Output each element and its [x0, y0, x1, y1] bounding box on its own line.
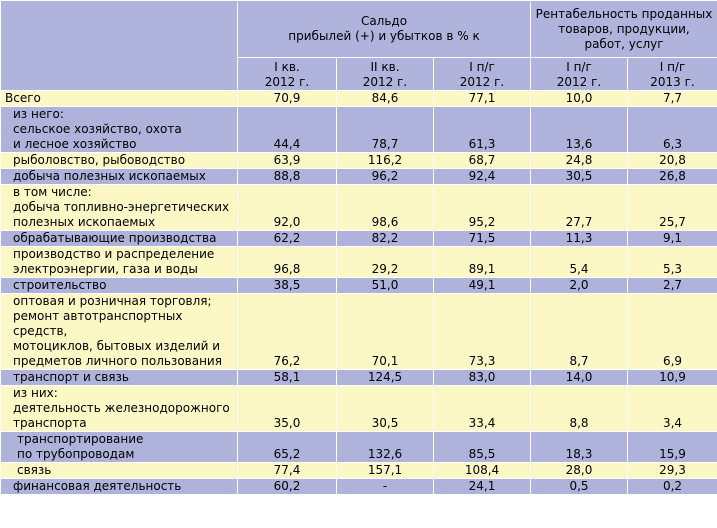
table-row [1, 432, 717, 463]
table-row [1, 107, 717, 153]
row-value [238, 294, 337, 370]
row-value [337, 294, 434, 370]
row-value [531, 370, 628, 386]
row-value [434, 294, 531, 370]
row-value [531, 463, 628, 479]
cell-value: 25,7 [659, 215, 686, 229]
cell-value: 82,2 [371, 231, 399, 245]
row-value [628, 278, 717, 294]
header-label-blank [1, 1, 238, 91]
cell-value: 2,0 [569, 278, 589, 292]
row-value [238, 370, 337, 386]
cell-value: 8,8 [569, 416, 589, 430]
row-label: финансовая деятельность [1, 479, 238, 495]
cell-value: 5,3 [662, 262, 683, 276]
cell-value: 0,2 [662, 479, 683, 493]
cell-value: 85,5 [468, 447, 496, 461]
cell-value: 49,1 [468, 278, 496, 292]
row-value [337, 463, 434, 479]
row-value [238, 185, 337, 231]
cell-value: 14,0 [565, 370, 593, 384]
cell-value: 108,4 [464, 463, 500, 477]
cell-value: 132,6 [367, 447, 403, 461]
row-value [531, 91, 628, 107]
cell-value: 11,3 [565, 231, 593, 245]
cell-value: 10,9 [659, 370, 686, 384]
row-value [238, 479, 337, 495]
cell-value: 6,3 [662, 137, 683, 151]
cell-value: 38,5 [273, 278, 301, 292]
row-value [434, 463, 531, 479]
cell-value: 96,8 [273, 262, 301, 276]
cell-value: 71,5 [468, 231, 496, 245]
row-value [238, 432, 337, 463]
cell-value: 92,0 [273, 215, 301, 229]
cell-value: 6,9 [662, 354, 683, 368]
row-value [337, 185, 434, 231]
cell-value: 33,4 [468, 416, 496, 430]
cell-value: 2,7 [662, 278, 683, 292]
header-group-saldo: Сальдо прибылей (+) и убытков в % к [238, 1, 531, 58]
cell-value: 76,2 [273, 354, 301, 368]
row-value [628, 169, 717, 185]
row-value [628, 386, 717, 432]
cell-value: 73,3 [468, 354, 496, 368]
cell-value: 65,2 [273, 447, 301, 461]
row-value [531, 432, 628, 463]
row-value [434, 247, 531, 278]
cell-value: 70,9 [273, 91, 301, 105]
cell-value: 96,2 [371, 169, 399, 183]
cell-value: 68,7 [468, 153, 496, 167]
row-label: в том числе: добыча топливно-энергетических полезных ископаемых [1, 185, 238, 231]
row-value [531, 386, 628, 432]
header-col-q1-2012: I кв. 2012 г. [238, 58, 337, 91]
table-row [1, 294, 717, 370]
row-value [434, 231, 531, 247]
cell-value: 18,3 [565, 447, 593, 461]
cell-value: 24,8 [565, 153, 593, 167]
cell-value: 58,1 [273, 370, 301, 384]
row-label: производство и распределение электроэнергии, газа и воды [1, 247, 238, 278]
row-label: рыболовство, рыбоводство [1, 153, 238, 169]
row-value [434, 479, 531, 495]
table-row [1, 169, 717, 185]
table-row [1, 386, 717, 432]
row-value [337, 153, 434, 169]
row-value [434, 432, 531, 463]
cell-value: 63,9 [273, 153, 301, 167]
cell-value: - [382, 479, 388, 493]
row-value [628, 294, 717, 370]
row-label: Всего [1, 91, 238, 107]
row-label: транспортирование по трубопроводам [1, 432, 238, 463]
row-value [434, 153, 531, 169]
row-value [337, 479, 434, 495]
row-value [337, 386, 434, 432]
row-value [531, 107, 628, 153]
cell-value: 61,3 [468, 137, 496, 151]
row-value [628, 153, 717, 169]
cell-value: 89,1 [468, 262, 496, 276]
row-value [531, 153, 628, 169]
row-label: добыча полезных ископаемых [1, 169, 238, 185]
table-row [1, 370, 717, 386]
cell-value: 77,1 [468, 91, 496, 105]
row-label: обрабатывающие производства [1, 231, 238, 247]
cell-value: 44,4 [273, 137, 301, 151]
cell-value: 9,1 [662, 231, 683, 245]
row-value [628, 463, 717, 479]
table-row [1, 231, 717, 247]
row-value [434, 169, 531, 185]
row-value [434, 386, 531, 432]
row-value [337, 107, 434, 153]
row-value [628, 91, 717, 107]
row-value [434, 278, 531, 294]
row-value [628, 247, 717, 278]
row-value [337, 432, 434, 463]
header-col-h1-2012-profit: I п/г 2012 г. [531, 58, 628, 91]
row-value [628, 432, 717, 463]
row-value [238, 278, 337, 294]
cell-value: 7,7 [662, 91, 683, 105]
row-value [531, 185, 628, 231]
row-value [337, 247, 434, 278]
table-row [1, 278, 717, 294]
cell-value: 92,4 [468, 169, 496, 183]
table-row [1, 247, 717, 278]
row-value [628, 370, 717, 386]
cell-value: 27,7 [565, 215, 593, 229]
row-value [531, 247, 628, 278]
header-group-profitability: Рентабельность проданных товаров, продукции, работ, услуг [531, 1, 717, 58]
cell-value: 10,0 [565, 91, 593, 105]
row-value [337, 370, 434, 386]
row-label: из них: деятельность железнодорожного транспорта [1, 386, 238, 432]
cell-value: 124,5 [367, 370, 403, 384]
row-value [434, 185, 531, 231]
row-value [337, 91, 434, 107]
table-row [1, 479, 717, 495]
cell-value: 0,5 [569, 479, 589, 493]
cell-value: 28,0 [565, 463, 593, 477]
row-value [531, 278, 628, 294]
row-label: оптовая и розничная торговля; ремонт автотранспортных средств, мотоциклов, бытовых изделий и предметов личного пользования [1, 294, 238, 370]
row-value [531, 479, 628, 495]
cell-value: 29,3 [659, 463, 686, 477]
cell-value: 77,4 [273, 463, 301, 477]
row-value [337, 169, 434, 185]
row-value [531, 294, 628, 370]
cell-value: 51,0 [371, 278, 399, 292]
table-row [1, 463, 717, 479]
row-value [628, 185, 717, 231]
row-value [238, 247, 337, 278]
row-value [238, 107, 337, 153]
cell-value: 30,5 [565, 169, 593, 183]
cell-value: 157,1 [367, 463, 403, 477]
row-label: связь [1, 463, 238, 479]
cell-value: 3,4 [662, 416, 683, 430]
cell-value: 30,5 [371, 416, 399, 430]
cell-value: 70,1 [371, 354, 399, 368]
row-value [238, 386, 337, 432]
row-label: транспорт и связь [1, 370, 238, 386]
row-value [434, 107, 531, 153]
cell-value: 60,2 [273, 479, 301, 493]
cell-value: 26,8 [659, 169, 686, 183]
row-label: из него: сельское хозяйство, охота и лесное хозяйство [1, 107, 238, 153]
cell-value: 88,8 [273, 169, 301, 183]
cell-value: 5,4 [569, 262, 589, 276]
cell-value: 83,0 [468, 370, 496, 384]
row-value [238, 153, 337, 169]
table-row [1, 153, 717, 169]
row-value [238, 91, 337, 107]
table-row [1, 91, 717, 107]
cell-value: 8,7 [569, 354, 589, 368]
row-value [434, 91, 531, 107]
row-value [337, 231, 434, 247]
cell-value: 15,9 [659, 447, 686, 461]
row-value [337, 278, 434, 294]
row-value [628, 479, 717, 495]
row-label: строительство [1, 278, 238, 294]
header-col-h1-2013-profit: I п/г 2013 г. [628, 58, 717, 91]
cell-value: 13,6 [565, 137, 593, 151]
table-row [1, 185, 717, 231]
row-value [531, 169, 628, 185]
cell-value: 35,0 [273, 416, 301, 430]
cell-value: 84,6 [371, 91, 399, 105]
row-value [238, 463, 337, 479]
cell-value: 98,6 [371, 215, 399, 229]
cell-value: 78,7 [371, 137, 399, 151]
row-value [628, 107, 717, 153]
row-value [434, 370, 531, 386]
header-col-h1-2012: I п/г 2012 г. [434, 58, 531, 91]
cell-value: 62,2 [273, 231, 301, 245]
cell-value: 20,8 [659, 153, 686, 167]
cell-value: 95,2 [468, 215, 496, 229]
cell-value: 116,2 [367, 153, 403, 167]
header-col-q2-2012: II кв. 2012 г. [337, 58, 434, 91]
cell-value: 24,1 [468, 479, 496, 493]
row-value [238, 231, 337, 247]
table-body [1, 91, 717, 495]
row-value [238, 169, 337, 185]
row-value [531, 231, 628, 247]
row-value [628, 231, 717, 247]
cell-value: 29,2 [371, 262, 399, 276]
